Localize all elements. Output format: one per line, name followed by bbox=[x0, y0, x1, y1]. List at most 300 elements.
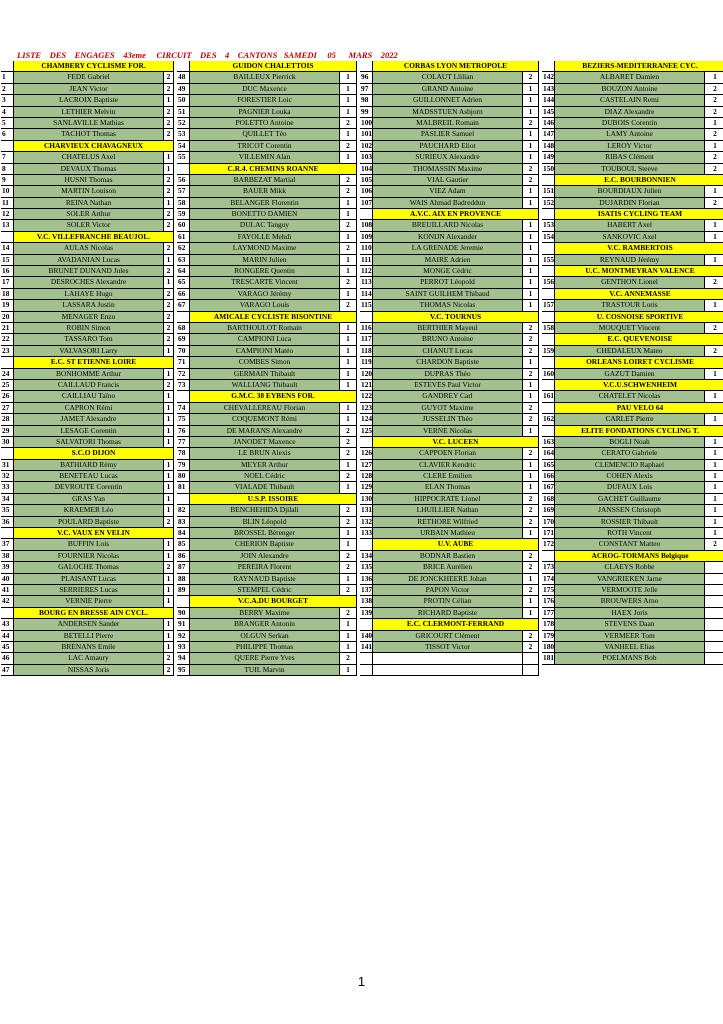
rider-category: 2 bbox=[164, 334, 174, 345]
rider-row bbox=[1, 175, 174, 186]
rider-number: 49 bbox=[177, 84, 190, 95]
rider-number: 131 bbox=[360, 505, 373, 516]
rider-number: 64 bbox=[177, 266, 190, 277]
rider-category: 2 bbox=[523, 562, 539, 573]
rider-number: 16 bbox=[1, 266, 14, 277]
rider-name: STEMPEL Cédric bbox=[190, 585, 340, 596]
rider-number: 45 bbox=[1, 642, 14, 653]
rider-category: 2 bbox=[164, 289, 174, 300]
rider-number: 77 bbox=[177, 437, 190, 448]
rider-number: 94 bbox=[177, 653, 190, 664]
number-cell bbox=[1, 608, 14, 619]
rider-row bbox=[542, 448, 723, 459]
rider-number: 97 bbox=[360, 84, 373, 95]
rider-name: CLEMENCIO Raphael bbox=[555, 460, 705, 471]
rider-number: 40 bbox=[1, 574, 14, 585]
rider-row bbox=[542, 414, 723, 425]
rider-row bbox=[1, 505, 174, 516]
document-title: LISTE DES ENGAGES 43eme CIRCUIT DES 4 CANTONS SAMEDI 05 MARS 2022 bbox=[17, 50, 398, 60]
rider-name: LAYMOND Maxime bbox=[190, 243, 340, 254]
rider-number: 73 bbox=[177, 380, 190, 391]
rider-name: BROSSEL Bérenger bbox=[190, 528, 340, 539]
rider-number: 81 bbox=[177, 482, 190, 493]
rider-category: 1 bbox=[705, 391, 723, 402]
rider-number: 179 bbox=[542, 631, 555, 642]
team-header-row bbox=[1, 357, 174, 368]
rider-category: 1 bbox=[164, 255, 174, 266]
rider-row bbox=[177, 653, 357, 664]
rider-number: 82 bbox=[177, 505, 190, 516]
number-cell bbox=[1, 528, 14, 539]
rider-name: CERATO Gabriele bbox=[555, 448, 705, 459]
rider-number: 170 bbox=[542, 517, 555, 528]
rider-number: 166 bbox=[542, 471, 555, 482]
rider-category bbox=[705, 608, 723, 619]
rider-row bbox=[360, 141, 539, 152]
rider-name: BERRY Maxime bbox=[190, 608, 340, 619]
rider-number: 133 bbox=[360, 528, 373, 539]
rider-category: 2 bbox=[340, 426, 357, 437]
rider-number: 37 bbox=[1, 539, 14, 550]
rider-category: 2 bbox=[523, 323, 539, 334]
rider-name: KRAEMER Léo bbox=[14, 505, 164, 516]
rider-category: 1 bbox=[164, 152, 174, 163]
rider-category: 2 bbox=[340, 220, 357, 231]
rider-name: VARAGO Louis bbox=[190, 300, 340, 311]
rider-row bbox=[177, 482, 357, 493]
rider-row bbox=[542, 346, 723, 357]
rider-name: LHUILLIER Nathan bbox=[373, 505, 523, 516]
rider-category: 1 bbox=[340, 323, 357, 334]
team-name: E.C. ST ETIENNE LOIRE bbox=[14, 357, 174, 368]
rider-row bbox=[542, 608, 723, 619]
rider-name: ROTH Vincent bbox=[555, 528, 705, 539]
rider-category bbox=[705, 585, 723, 596]
rider-number: 112 bbox=[360, 266, 373, 277]
rider-name: MAIRE Adrien bbox=[373, 255, 523, 266]
number-cell bbox=[542, 334, 555, 345]
rider-category: 1 bbox=[523, 391, 539, 402]
rider-category: 1 bbox=[523, 266, 539, 277]
rider-row bbox=[542, 574, 723, 585]
rider-name: VERNE Nicolas bbox=[373, 426, 523, 437]
rider-row bbox=[360, 391, 539, 402]
rider-row bbox=[542, 300, 723, 311]
rider-category: 1 bbox=[523, 255, 539, 266]
rider-name: MEYER Arthur bbox=[190, 460, 340, 471]
rider-name: PROTIN Célian bbox=[373, 596, 523, 607]
rider-category: 2 bbox=[340, 243, 357, 254]
rider-number: 116 bbox=[360, 323, 373, 334]
rider-row bbox=[360, 129, 539, 140]
rider-number: 10 bbox=[1, 186, 14, 197]
rider-name: RETHORE Wilfried bbox=[373, 517, 523, 528]
rider-name: GAZUT Damien bbox=[555, 369, 705, 380]
rider-name: THOMASSIN Maxime bbox=[373, 164, 523, 175]
rider-category: 2 bbox=[164, 312, 174, 323]
rider-category: 2 bbox=[164, 129, 174, 140]
number-cell bbox=[177, 596, 190, 607]
rider-category bbox=[705, 642, 723, 653]
rider-row bbox=[542, 528, 723, 539]
rider-number: 125 bbox=[360, 426, 373, 437]
rider-number: 119 bbox=[360, 357, 373, 368]
rider-category: 2 bbox=[523, 517, 539, 528]
rider-row bbox=[1, 437, 174, 448]
rider-category: 1 bbox=[523, 528, 539, 539]
rider-category: 1 bbox=[523, 141, 539, 152]
rider-row bbox=[360, 426, 539, 437]
rider-row bbox=[177, 608, 357, 619]
rider-number: 54 bbox=[177, 141, 190, 152]
rider-row bbox=[1, 482, 174, 493]
rider-name: VERMEER Tom bbox=[555, 631, 705, 642]
rider-name: BODNAR Bastien bbox=[373, 551, 523, 562]
team-name: S.C.O DIJON bbox=[14, 448, 174, 459]
rider-number: 142 bbox=[542, 72, 555, 83]
rider-row bbox=[360, 175, 539, 186]
rider-number: 155 bbox=[542, 255, 555, 266]
rider-category: 2 bbox=[164, 653, 174, 664]
rider-number: 4 bbox=[1, 107, 14, 118]
team-name: ORLEANS LOIRET CYCLISME bbox=[555, 357, 723, 368]
rider-name: BATHIARD Rémy bbox=[14, 460, 164, 471]
rider-category: 2 bbox=[164, 243, 174, 254]
rider-name: GRICOURT Clément bbox=[373, 631, 523, 642]
rider-name: GRAS Yan bbox=[14, 494, 164, 505]
rider-number: 117 bbox=[360, 334, 373, 345]
rider-name: AVADANIAN Lucas bbox=[14, 255, 164, 266]
team-header-row bbox=[360, 539, 539, 550]
rider-number: 177 bbox=[542, 608, 555, 619]
rider-category: 2 bbox=[705, 129, 723, 140]
rider-name: CAPPOEN Florian bbox=[373, 448, 523, 459]
rider-category: 2 bbox=[164, 209, 174, 220]
rider-name: ELAN Thomas bbox=[373, 482, 523, 493]
rider-category: 1 bbox=[705, 141, 723, 152]
rider-name: GACHET Guillaume bbox=[555, 494, 705, 505]
rider-number: 152 bbox=[542, 198, 555, 209]
rider-number: 3 bbox=[1, 95, 14, 106]
rider-name: AULAS Nicolas bbox=[14, 243, 164, 254]
rider-row bbox=[542, 471, 723, 482]
rider-name: BAUER Mikk bbox=[190, 186, 340, 197]
rider-number: 34 bbox=[1, 494, 14, 505]
rider-name: BARBEZAT Martial bbox=[190, 175, 340, 186]
rider-row bbox=[1, 84, 174, 95]
rider-number: 70 bbox=[177, 346, 190, 357]
rider-category: 1 bbox=[164, 437, 174, 448]
rider-row bbox=[177, 289, 357, 300]
rider-name: CASTELAIN Remi bbox=[555, 95, 705, 106]
rider-name: BENCHEHIDA Djilali bbox=[190, 505, 340, 516]
rider-number: 141 bbox=[360, 642, 373, 653]
rider-name: BREUILLARD Nicolas bbox=[373, 220, 523, 231]
rider-category: 2 bbox=[523, 118, 539, 129]
rider-number: 114 bbox=[360, 289, 373, 300]
rider-name: DESROCHES Alexandre bbox=[14, 277, 164, 288]
rider-name: STEVENS Daan bbox=[555, 619, 705, 630]
rider-name: BETELLI Pierre bbox=[14, 631, 164, 642]
rider-name: DUFAUX Lois bbox=[555, 482, 705, 493]
rider-category: 1 bbox=[340, 642, 357, 653]
rider-category: 1 bbox=[705, 528, 723, 539]
rider-name: BRUNO Antoine bbox=[373, 334, 523, 345]
rider-name: COLAUT Llilian bbox=[373, 72, 523, 83]
rider-number: 157 bbox=[542, 300, 555, 311]
rider-category: 1 bbox=[523, 289, 539, 300]
team-name: CORBAS LYON METROPOLE bbox=[373, 61, 539, 72]
rider-row bbox=[360, 346, 539, 357]
rider-number: 118 bbox=[360, 346, 373, 357]
rider-row bbox=[177, 505, 357, 516]
rider-category: 1 bbox=[705, 414, 723, 425]
rider-name: BELANGER Florentin bbox=[190, 198, 340, 209]
rider-name: BRUNET DUNAND Jules bbox=[14, 266, 164, 277]
rider-category: 1 bbox=[705, 437, 723, 448]
rider-name: SAINT GUILHEM Thibaud bbox=[373, 289, 523, 300]
rider-number: 30 bbox=[1, 437, 14, 448]
team-header-row bbox=[542, 334, 723, 345]
rider-row bbox=[542, 107, 723, 118]
rider-category: 1 bbox=[164, 631, 174, 642]
rider-row bbox=[177, 551, 357, 562]
rider-category: 2 bbox=[340, 608, 357, 619]
rider-category: 2 bbox=[340, 141, 357, 152]
rider-row bbox=[542, 186, 723, 197]
rider-category: 1 bbox=[523, 596, 539, 607]
rider-number: 140 bbox=[360, 631, 373, 642]
rider-row bbox=[1, 220, 174, 231]
rider-number: 105 bbox=[360, 175, 373, 186]
rider-category: 2 bbox=[164, 72, 174, 83]
rider-category: 2 bbox=[164, 84, 174, 95]
rider-row bbox=[177, 631, 357, 642]
rider-number: 107 bbox=[360, 198, 373, 209]
rider-name: HABERT Axel bbox=[555, 220, 705, 231]
rider-row bbox=[360, 403, 539, 414]
rider-name: FORESTIER Loic bbox=[190, 95, 340, 106]
rider-category: 1 bbox=[523, 129, 539, 140]
team-name: U.S.P. ISSOIRE bbox=[190, 494, 357, 505]
rider-name: BARTHOULOT Romain bbox=[190, 323, 340, 334]
rider-name: VIAL Gautier bbox=[373, 175, 523, 186]
rider-name: VERMOOTE Jelle bbox=[555, 585, 705, 596]
team-header-row bbox=[177, 61, 357, 72]
rider-row bbox=[1, 209, 174, 220]
rider-name: PLAISANT Lucas bbox=[14, 574, 164, 585]
rider-number: 181 bbox=[542, 653, 555, 664]
number-cell bbox=[542, 243, 555, 254]
rider-row bbox=[177, 300, 357, 311]
rider-category bbox=[705, 619, 723, 630]
rider-row bbox=[1, 346, 174, 357]
rider-number: 135 bbox=[360, 562, 373, 573]
rider-number: 88 bbox=[177, 574, 190, 585]
rider-category: 2 bbox=[523, 551, 539, 562]
rider-category: 1 bbox=[523, 220, 539, 231]
rider-number: 6 bbox=[1, 129, 14, 140]
rider-category: 1 bbox=[164, 471, 174, 482]
rider-number: 156 bbox=[542, 277, 555, 288]
rider-category: 2 bbox=[164, 220, 174, 231]
team-name: E.C. CLERMONT-FERRAND bbox=[373, 619, 539, 630]
rider-number: 55 bbox=[177, 152, 190, 163]
rider-name: LACROIX Baptiste bbox=[14, 95, 164, 106]
rider-number: 13 bbox=[1, 220, 14, 231]
rider-row bbox=[177, 619, 357, 630]
rider-row bbox=[1, 539, 174, 550]
engagement-table bbox=[1, 61, 723, 676]
rider-name: CARLET Pierre bbox=[555, 414, 705, 425]
rider-name: GALOCHE Thomas bbox=[14, 562, 164, 573]
rider-number: 9 bbox=[1, 175, 14, 186]
rider-number: 139 bbox=[360, 608, 373, 619]
rider-row bbox=[360, 277, 539, 288]
rider-number: 22 bbox=[1, 334, 14, 345]
rider-category: 1 bbox=[340, 380, 357, 391]
rider-category: 1 bbox=[340, 619, 357, 630]
rider-name: CONSTANT Matteo bbox=[555, 539, 705, 550]
blank-row bbox=[360, 665, 539, 676]
rider-category: 1 bbox=[164, 494, 174, 505]
rider-number: 56 bbox=[177, 175, 190, 186]
rider-category: 1 bbox=[705, 255, 723, 266]
rider-category: 1 bbox=[340, 403, 357, 414]
number-cell bbox=[1, 357, 14, 368]
rider-number: 165 bbox=[542, 460, 555, 471]
rider-name: VALVASORI Larry bbox=[14, 346, 164, 357]
rider-name: VANGRIEKEN Jarne bbox=[555, 574, 705, 585]
rider-category: 2 bbox=[705, 84, 723, 95]
number-cell bbox=[360, 653, 373, 664]
rider-number: 151 bbox=[542, 186, 555, 197]
rider-name: CHANUT Lucas bbox=[373, 346, 523, 357]
rider-row bbox=[542, 562, 723, 573]
rider-category: 2 bbox=[164, 175, 174, 186]
rider-category: 1 bbox=[340, 528, 357, 539]
rider-category: 1 bbox=[340, 266, 357, 277]
rider-category: 1 bbox=[705, 118, 723, 129]
team-header-row bbox=[542, 403, 723, 414]
team-name: G.M.C. 38 EYBENS FOR. bbox=[190, 391, 357, 402]
team-name: V.C. VILLEFRANCHE BEAUJOL. bbox=[14, 232, 174, 243]
rider-category: 2 bbox=[164, 300, 174, 311]
rider-category: 1 bbox=[705, 482, 723, 493]
team-name: V.C. RAMBERTOIS bbox=[555, 243, 723, 254]
rider-row bbox=[542, 517, 723, 528]
rider-row bbox=[177, 334, 357, 345]
rider-category: 1 bbox=[164, 460, 174, 471]
rider-row bbox=[360, 369, 539, 380]
team-name: U. COSNOISE SPORTIVE bbox=[555, 312, 723, 323]
rider-category: 1 bbox=[164, 585, 174, 596]
rider-row bbox=[360, 243, 539, 254]
rider-category: 1 bbox=[523, 380, 539, 391]
rider-number: 123 bbox=[360, 403, 373, 414]
blank-row bbox=[360, 653, 539, 664]
rider-name: GUYOT Maxime bbox=[373, 403, 523, 414]
rider-number: 68 bbox=[177, 323, 190, 334]
rider-row bbox=[542, 460, 723, 471]
rider-row bbox=[360, 164, 539, 175]
number-cell bbox=[1, 232, 14, 243]
rider-row bbox=[360, 585, 539, 596]
rider-name: JAMET Alexandre bbox=[14, 414, 164, 425]
rider-row bbox=[177, 346, 357, 357]
rider-name: WAIS Ahmad Badreddun bbox=[373, 198, 523, 209]
rider-name: PAUCHARD Eliot bbox=[373, 141, 523, 152]
rider-category: 2 bbox=[523, 494, 539, 505]
rider-row bbox=[360, 118, 539, 129]
rider-name: DEVAUX Thomas bbox=[14, 164, 164, 175]
team-header-row bbox=[1, 61, 174, 72]
team-name: C.R.4. CHEMINS ROANNE bbox=[190, 164, 357, 175]
rider-number: 104 bbox=[360, 164, 373, 175]
rider-number: 87 bbox=[177, 562, 190, 573]
rider-category: 2 bbox=[340, 186, 357, 197]
rider-category: 1 bbox=[340, 334, 357, 345]
rider-name: PAGNIER Louka bbox=[190, 107, 340, 118]
rider-name: LESAGE Corentin bbox=[14, 426, 164, 437]
rider-name: DE JONCKHEERE Johan bbox=[373, 574, 523, 585]
rider-number: 31 bbox=[1, 460, 14, 471]
rider-number: 46 bbox=[1, 653, 14, 664]
team-name: BOURG EN BRESSE AIN CYCL. bbox=[14, 608, 174, 619]
rider-number: 12 bbox=[1, 209, 14, 220]
number-cell bbox=[360, 539, 373, 550]
rider-row bbox=[542, 152, 723, 163]
rider-row bbox=[1, 118, 174, 129]
rider-category: 1 bbox=[523, 608, 539, 619]
rider-number: 24 bbox=[1, 369, 14, 380]
rider-number: 28 bbox=[1, 414, 14, 425]
rider-category: 1 bbox=[164, 369, 174, 380]
rider-category: 2 bbox=[340, 585, 357, 596]
rider-name: DUJARDIN Florian bbox=[555, 198, 705, 209]
rider-row bbox=[1, 460, 174, 471]
rider-row bbox=[177, 255, 357, 266]
rider-row bbox=[1, 631, 174, 642]
rider-row bbox=[1, 471, 174, 482]
rider-category: 1 bbox=[164, 619, 174, 630]
team-name: GUIDON CHALETTOIS bbox=[190, 61, 357, 72]
rider-name: GRAND Antoine bbox=[373, 84, 523, 95]
column-3 bbox=[360, 61, 539, 676]
column-1 bbox=[1, 61, 174, 676]
rider-name: SURIEUX Alexandre bbox=[373, 152, 523, 163]
rider-number: 58 bbox=[177, 198, 190, 209]
number-cell bbox=[542, 357, 555, 368]
rider-category: 2 bbox=[340, 505, 357, 516]
rider-row bbox=[1, 323, 174, 334]
rider-number: 89 bbox=[177, 585, 190, 596]
rider-name: SALVATORI Thomas bbox=[14, 437, 164, 448]
team-header-row bbox=[177, 164, 357, 175]
rider-category: 1 bbox=[523, 482, 539, 493]
rider-name: JANODET Maxence bbox=[190, 437, 340, 448]
rider-row bbox=[360, 574, 539, 585]
rider-category bbox=[705, 596, 723, 607]
rider-category: 2 bbox=[705, 198, 723, 209]
rider-number: 36 bbox=[1, 517, 14, 528]
rider-category: 1 bbox=[340, 357, 357, 368]
team-name: A.V.C. AIX EN PROVENCE bbox=[373, 209, 539, 220]
rider-row bbox=[177, 243, 357, 254]
rider-category: 1 bbox=[340, 84, 357, 95]
rider-row bbox=[542, 141, 723, 152]
rider-name: TOUBOUL Steeve bbox=[555, 164, 705, 175]
